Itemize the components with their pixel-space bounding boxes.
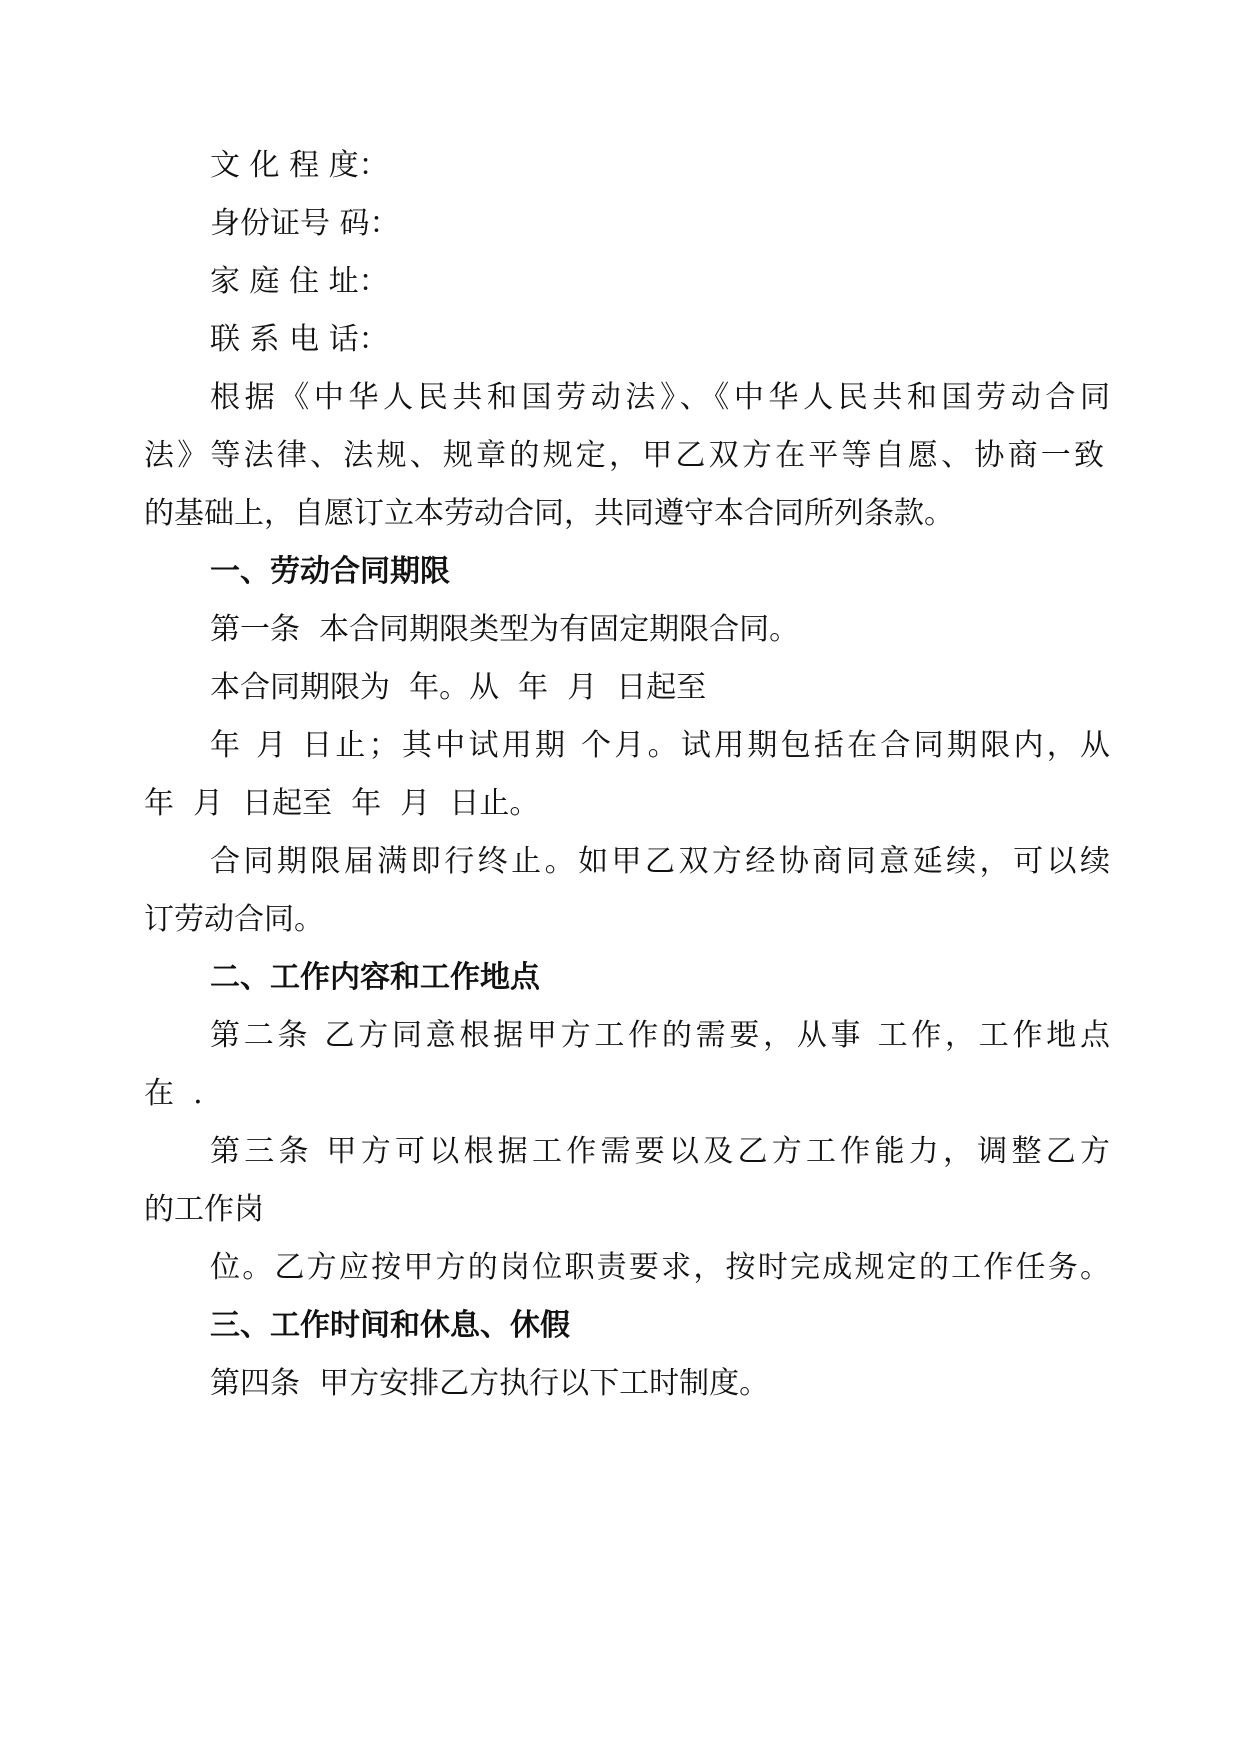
section-heading-work: 二、工作内容和工作地点 bbox=[210, 960, 540, 995]
section-heading-hours: 三、工作时间和休息、休假 bbox=[210, 1308, 570, 1343]
intro-paragraph-line: 的基础上，自愿订立本劳动合同，共同遵守本合同所列条款。 bbox=[144, 496, 954, 531]
field-id-label: 身份证号 码： bbox=[210, 206, 400, 241]
article-1-line: 年 月 日起至 年 月 日止。 bbox=[144, 786, 540, 821]
article-3-line: 第三条 甲方可以根据工作需要以及乙方工作能力，调整乙方 bbox=[210, 1134, 1110, 1169]
field-phone-label: 联 系 电 话： bbox=[210, 322, 389, 357]
field-address-label: 家 庭 住 址： bbox=[210, 264, 389, 299]
intro-paragraph-line: 根据《中华人民共和国劳动法》、《中华人民共和国劳动合同 bbox=[210, 380, 1110, 415]
article-2-line: 在 . bbox=[144, 1076, 203, 1111]
section-heading-term: 一、劳动合同期限 bbox=[210, 554, 450, 589]
intro-paragraph-line: 法》等法律、法规、规章的规定，甲乙双方在平等自愿、协商一致 bbox=[144, 438, 1104, 473]
article-1-line: 第一条 本合同期限类型为有固定期限合同。 bbox=[210, 612, 800, 647]
article-1-line: 本合同期限为 年。从 年 月 日起至 bbox=[210, 670, 707, 705]
field-education-label: 文 化 程 度： bbox=[210, 148, 389, 183]
article-4-line: 第四条 甲方安排乙方执行以下工时制度。 bbox=[210, 1366, 770, 1401]
article-2-line: 第二条 乙方同意根据甲方工作的需要，从事 工作，工作地点 bbox=[210, 1018, 1110, 1053]
article-3-line: 位。乙方应按甲方的岗位职责要求，按时完成规定的工作任务。 bbox=[210, 1250, 1110, 1285]
article-3-line: 的工作岗 bbox=[144, 1192, 264, 1227]
article-1-line: 年 月 日止；其中试用期 个月。试用期包括在合同期限内，从 bbox=[210, 728, 1110, 763]
article-1-line: 订劳动合同。 bbox=[144, 902, 324, 937]
article-1-line: 合同期限届满即行终止。如甲乙双方经协商同意延续，可以续 bbox=[210, 844, 1110, 879]
